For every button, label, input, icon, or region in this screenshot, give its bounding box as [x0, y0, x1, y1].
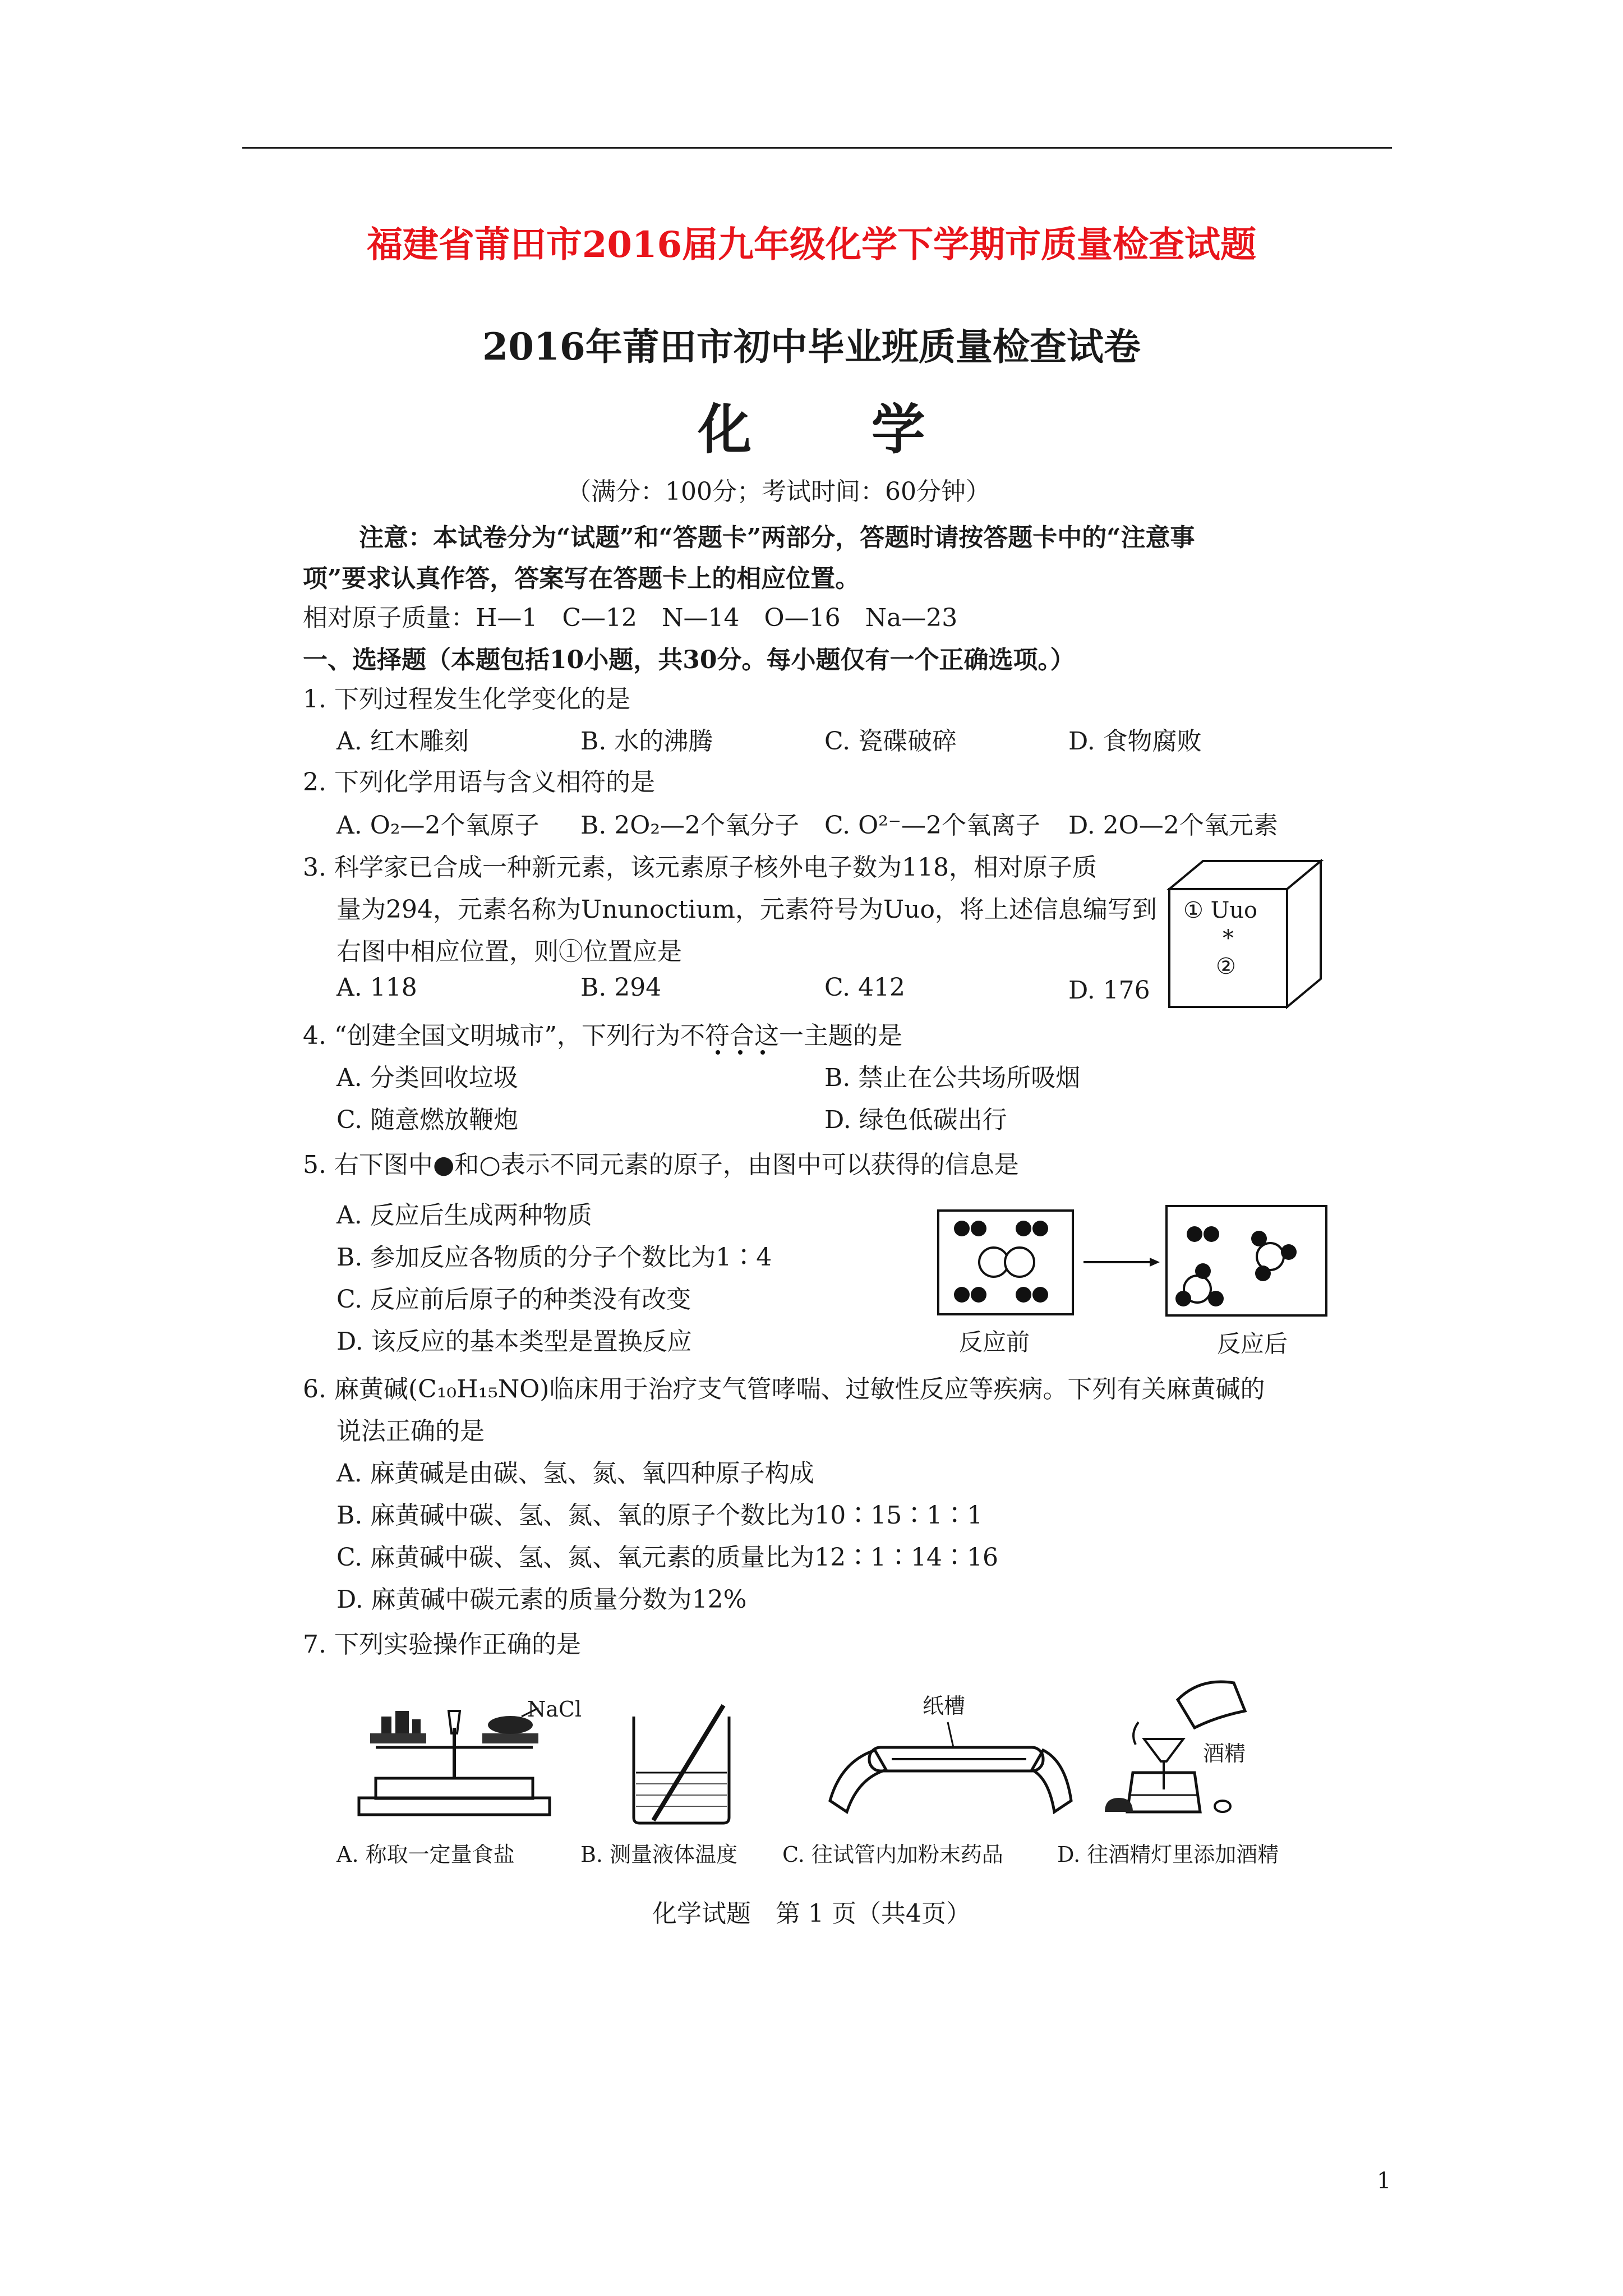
- q3-line2: 量为294，元素名称为Ununoctium，元素符号为Uuo，将上述信息编写到: [336, 895, 1157, 924]
- q1-option-a: A. 红木雕刻: [336, 727, 469, 756]
- nacl-label: NaCl: [527, 1697, 582, 1722]
- test-tube-figure: [824, 1717, 1077, 1829]
- header-rule: [242, 147, 1392, 149]
- alcohol-lamp-figure: [1094, 1677, 1279, 1823]
- q3-line1: 3. 科学家已合成一种新元素，该元素原子核外电子数为118，相对原子质: [303, 853, 1097, 882]
- q6-option-d: D. 麻黄碱中碳元素的质量分数为12%: [336, 1585, 747, 1614]
- cube-label-star: *: [1223, 926, 1234, 951]
- reaction-diagram: [937, 1206, 1329, 1318]
- page-number: 1: [1377, 2168, 1391, 2194]
- atomic-masses: 相对原子质量：H—1 C—12 N—14 O—16 Na—23: [303, 604, 958, 632]
- section-heading: 一、选择题（本题包括10小题，共30分。每小题仅有一个正确选项。）: [303, 646, 1075, 674]
- q4-option-d: D. 绿色低碳出行: [824, 1106, 1007, 1134]
- q3-option-b: B. 294: [580, 973, 662, 1002]
- emphasis-dots: [707, 1048, 774, 1059]
- q7-option-c: C. 往试管内加粉末药品: [782, 1842, 1003, 1867]
- q5-option-d: D. 该反应的基本类型是置换反应: [336, 1327, 692, 1356]
- q1-option-d: D. 食物腐败: [1068, 727, 1202, 756]
- q2-option-a: A. O₂—2个氧原子: [336, 811, 540, 840]
- subject-title: 化 学: [698, 398, 976, 461]
- notice-line1: 注意：本试卷分为“试题”和“答题卡”两部分，答题时请按答题卡中的“注意事: [359, 523, 1195, 552]
- q2-option-c: C. O²⁻—2个氧离子: [824, 811, 1040, 840]
- q5-stem: 5. 右下图中●和○表示不同元素的原子，由图中可以获得的信息是: [303, 1151, 1019, 1179]
- q3-option-a: A. 118: [336, 973, 417, 1002]
- label-before: 反应前: [959, 1328, 1030, 1356]
- notice-line2: 项”要求认真作答，答案写在答题卡上的相应位置。: [303, 564, 860, 593]
- document-title: 福建省莆田市2016届九年级化学下学期市质量检查试题: [366, 224, 1257, 266]
- q4-option-a: A. 分类回收垃圾: [336, 1064, 518, 1092]
- q2-stem: 2. 下列化学用语与含义相符的是: [303, 768, 655, 797]
- q1-stem: 1. 下列过程发生化学变化的是: [303, 685, 630, 714]
- q1-option-c: C. 瓷碟破碎: [824, 727, 957, 756]
- alcohol-label: 酒精: [1203, 1741, 1246, 1766]
- q6-option-a: A. 麻黄碱是由碳、氢、氮、氧四种原子构成: [336, 1459, 814, 1488]
- q6-option-c: C. 麻黄碱中碳、氢、氮、氧元素的质量比为12∶1∶14∶16: [336, 1543, 999, 1572]
- q6-option-b: B. 麻黄碱中碳、氢、氮、氧的原子个数比为10∶15∶1∶1: [336, 1501, 983, 1530]
- score-time: （满分：100分；考试时间：60分钟）: [566, 477, 990, 506]
- q7-option-d: D. 往酒精灯里添加酒精: [1057, 1842, 1279, 1867]
- element-cube-figure: [1169, 861, 1332, 1007]
- exam-title: 2016年莆田市初中毕业班质量检查试卷: [482, 325, 1141, 369]
- label-after: 反应后: [1217, 1330, 1288, 1358]
- paper-trough-label: 纸槽: [923, 1694, 966, 1718]
- q4-stem: 4. “创建全国文明城市”，下列行为不符合这一主题的是: [303, 1022, 902, 1050]
- q5-option-c: C. 反应前后原子的种类没有改变: [336, 1285, 691, 1314]
- q2-option-d: D. 2O—2个氧元素: [1068, 811, 1278, 840]
- page-footer: 化学试题 第 1 页（共4页）: [652, 1899, 971, 1928]
- q4-option-c: C. 随意燃放鞭炮: [336, 1106, 519, 1134]
- q7-stem: 7. 下列实验操作正确的是: [303, 1630, 581, 1659]
- q6-line2: 说法正确的是: [336, 1417, 485, 1446]
- cube-label-two: ②: [1216, 954, 1236, 979]
- q1-option-b: B. 水的沸腾: [580, 727, 713, 756]
- q4-option-b: B. 禁止在公共场所吸烟: [824, 1064, 1081, 1092]
- q3-option-d: D. 176: [1068, 976, 1150, 1005]
- q5-option-b: B. 参加反应各物质的分子个数比为1∶4: [336, 1243, 772, 1272]
- q5-option-a: A. 反应后生成两种物质: [336, 1201, 592, 1230]
- q7-option-b: B. 测量液体温度: [580, 1842, 738, 1867]
- q7-option-a: A. 称取一定量食盐: [336, 1842, 515, 1867]
- q3-line3: 右图中相应位置，则①位置应是: [336, 937, 682, 966]
- q6-line1: 6. 麻黄碱(C₁₀H₁₅NO)临床用于治疗支气管哮喘、过敏性反应等疾病。下列有关麻黄碱的: [303, 1375, 1265, 1404]
- q3-option-c: C. 412: [824, 973, 906, 1002]
- cube-label-symbol: ① Uuo: [1183, 898, 1258, 923]
- beaker-figure: [628, 1705, 740, 1829]
- q2-option-b: B. 2O₂—2个氧分子: [580, 811, 800, 840]
